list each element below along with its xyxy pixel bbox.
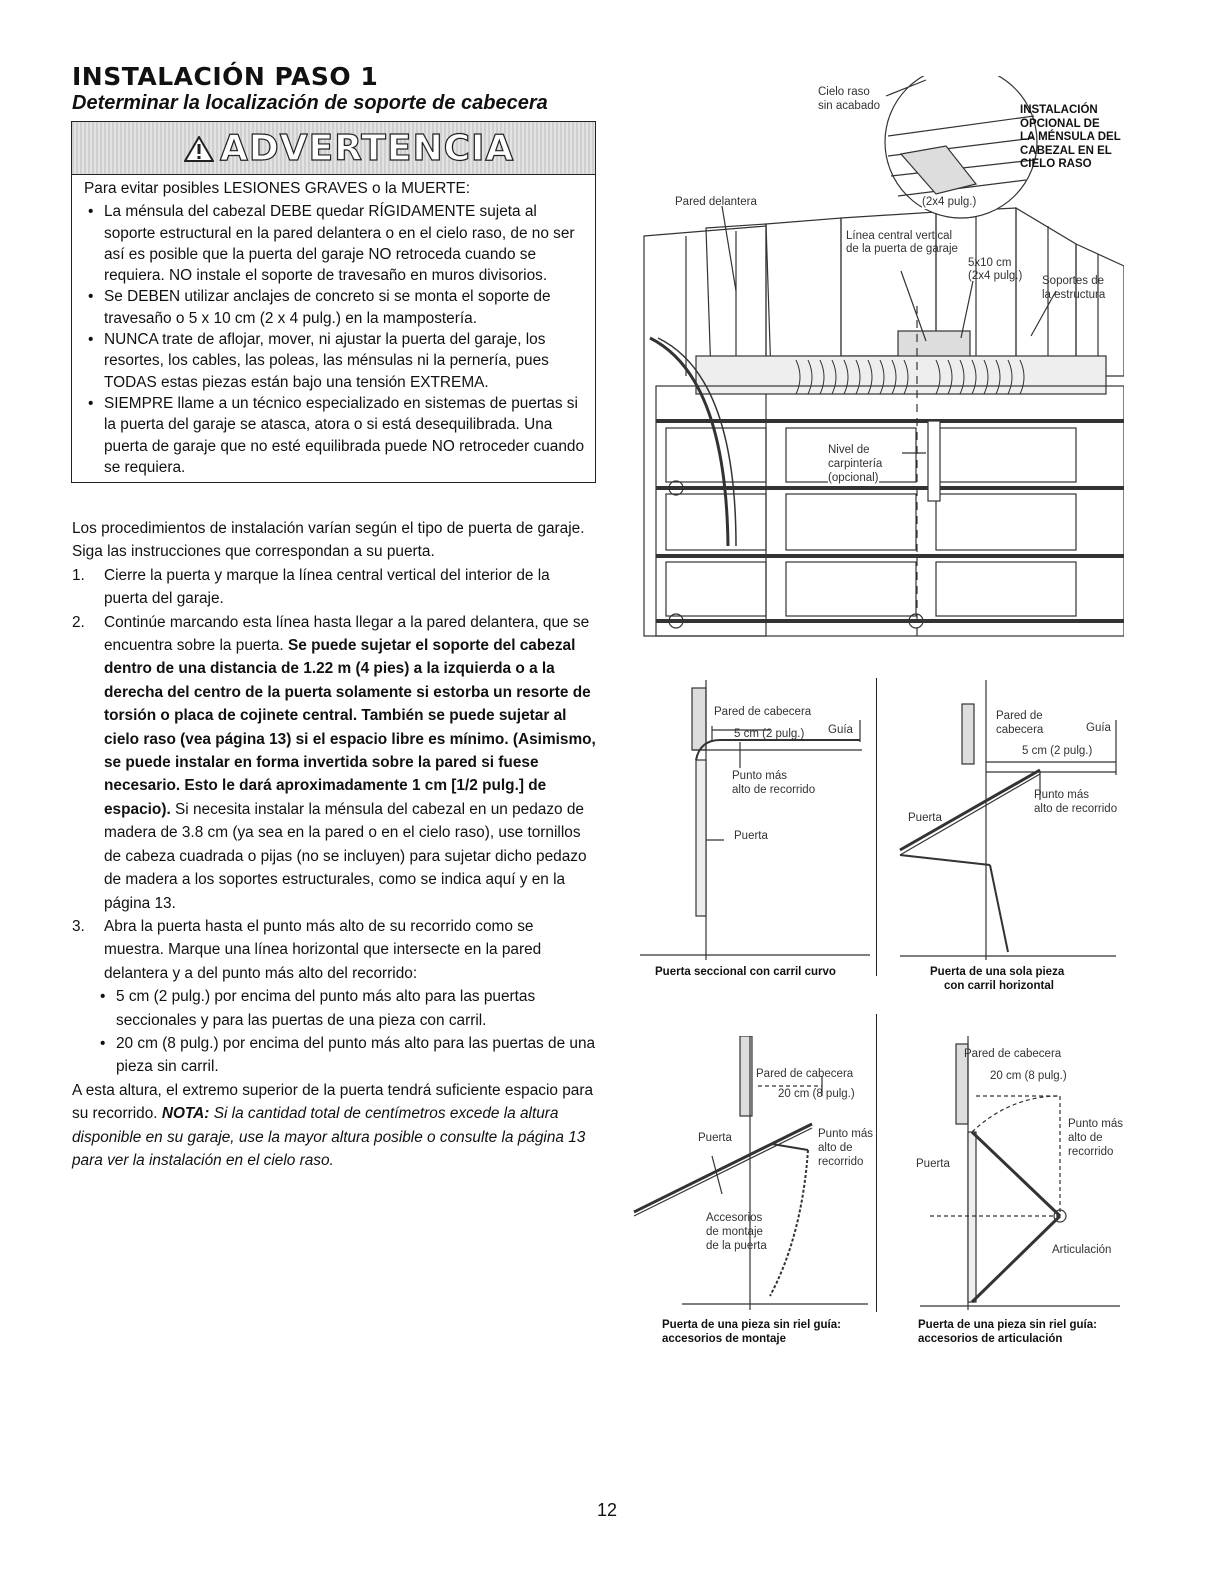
fig-c-caption-2: accesorios de montaje	[662, 1333, 786, 1345]
callout-line: INSTALACIÓN	[1020, 104, 1098, 116]
fig-b-guia: Guía	[1086, 722, 1111, 734]
warning-title	[184, 128, 514, 169]
clearance-list	[72, 985, 597, 1079]
fig-c-puerta: Puerta	[698, 1132, 732, 1144]
warning-triangle-icon	[184, 136, 214, 162]
fig-c-pared: Pared de cabecera	[756, 1068, 854, 1080]
warning-item: • Se DEBEN utilizar anclajes de concreto si se monta el soporte de travesaño o 5 x 10 cm (2 x 4 pulg.) en la mampostería.	[104, 286, 587, 329]
fig-c-acc-1: Accesorios	[706, 1212, 763, 1224]
fig-a-pared-label: Pared de cabecera	[714, 706, 812, 718]
warning-box	[71, 121, 596, 483]
fig-b-caption-1: Puerta de una sola pieza	[930, 966, 1065, 978]
label-pared-delantera: Pared delantera	[675, 196, 757, 208]
clearance-item: • 5 cm (2 pulg.) por encima del punto más alto para las puertas seccionales y para las puertas de una pieza con carril.	[116, 985, 597, 1032]
fig-b-dim: 5 cm (2 pulg.)	[1022, 745, 1093, 757]
label-size-1: 5x10 cm	[968, 257, 1012, 269]
ceiling-install-callout	[1020, 104, 1121, 172]
fig-c-punto-2: alto de	[818, 1142, 853, 1154]
step-3-text: Abra la puerta hasta el punto más alto de su recorrido como se muestra. Marque una línea horizontal que intersecte en la pared delantera y a del punto más alto del recorrido:	[104, 917, 542, 982]
nota-text: Si la cantidad total de centímetros excede la altura disponible en su garaje, use la mayor altura posible o consulte la página 13 para ver la instalación en el cielo raso.	[72, 1105, 586, 1169]
warning-item: • SIEMPRE llame a un técnico especializado en sistemas de puertas si la puerta del garaje se atasca, atora o si está desequilibrada. Una puerta de garaje que no esté equilibrada puede NO retroceder cuando se requiera.	[104, 393, 587, 478]
closing-paragraph	[72, 1079, 597, 1173]
callout-line: LA MÉNSULA DEL	[1020, 131, 1121, 144]
callout-line: OPCIONAL DE	[1020, 117, 1100, 130]
label-cielo-raso: Cielo raso	[818, 86, 870, 98]
label-nivel-3: (opcional)	[828, 472, 879, 484]
fig-b-pared-1: Pared de	[996, 710, 1043, 722]
sectional-door-diagram	[640, 680, 870, 960]
fig-b-pared-2: cabecera	[996, 724, 1044, 736]
step-1	[72, 564, 597, 611]
step-number: 2.	[72, 613, 85, 631]
warning-intro: Para evitar posibles LESIONES GRAVES o la MUERTE:	[84, 180, 471, 197]
figure-divider	[876, 678, 877, 976]
step-2-text-b: Si necesita instalar la ménsula del cabezal en un pedazo de madera de 3.8 cm (ya sea en la pared o en el cielo raso), use tornillos de cabeza cuadrada o pijas (no se incluyen) para sujetar dicho pedazo de madera a los soportes estructurales, como se indica aquí y en la página 13.	[104, 800, 587, 912]
fig-a-guia-label: Guía	[828, 724, 853, 736]
intro-paragraph: Los procedimientos de instalación varían según el tipo de puerta de garaje. Siga las instrucciones que correspondan a su puerta.	[72, 520, 585, 561]
nota-label: NOTA:	[161, 1105, 210, 1123]
fig-b-puerta: Puerta	[908, 812, 942, 824]
step-2-text: Continúe marcando esta línea hasta llegar a la pared delantera, que se encuentra sobre la puerta.	[104, 613, 590, 655]
callout-line: CABEZAL EN EL	[1020, 144, 1112, 157]
fig-d-caption-2: accesorios de articulación	[918, 1333, 1063, 1345]
fig-a-punto-1: Punto más	[732, 770, 787, 782]
fig-b-caption-2: con carril horizontal	[944, 980, 1054, 992]
figure-divider	[876, 1014, 877, 1312]
step-title: INSTALACIÓN PASO 1	[72, 62, 379, 91]
warning-body	[84, 178, 587, 478]
closing-text: A esta altura, el extremo superior de la puerta tendrá suficiente espacio para su recorrido.	[72, 1081, 594, 1123]
fig-b-punto-1: Punto más	[1034, 789, 1089, 801]
fig-a-caption: Puerta seccional con carril curvo	[655, 966, 836, 978]
fig-a-punto-2: alto de recorrido	[732, 784, 816, 796]
fig-c-acc-3: de la puerta	[706, 1240, 767, 1252]
warning-list	[84, 201, 587, 478]
label-soportes-2: la estructura	[1042, 289, 1106, 301]
fig-b-punto-2: alto de recorrido	[1034, 803, 1118, 815]
fig-c-dim: 20 cm (8 pulg.)	[778, 1088, 855, 1100]
steps-list	[72, 564, 597, 985]
step-2	[72, 611, 597, 915]
warning-banner	[72, 122, 595, 175]
label-soportes-1: Soportes de	[1042, 275, 1105, 287]
fig-c-punto-3: recorrido	[818, 1156, 864, 1168]
step-subtitle: Determinar la localización de soporte de cabecera	[72, 92, 548, 114]
callout-line: CIELO RASO	[1020, 158, 1092, 171]
step-3	[72, 915, 597, 985]
label-size-2: (2x4 pulg.)	[968, 270, 1023, 282]
label-sin-acabado: sin acabado	[818, 100, 881, 112]
label-linea-central-1: Línea central vertical	[846, 230, 953, 242]
fig-d-articulacion: Articulación	[1052, 1244, 1112, 1256]
step-number: 3.	[72, 917, 85, 935]
fig-d-pared: Pared de cabecera	[964, 1048, 1062, 1060]
page-number: 12	[597, 1500, 618, 1520]
step-1-text: Cierre la puerta y marque la línea central vertical del interior de la puerta del garaje.	[104, 566, 550, 608]
fig-d-caption-1: Puerta de una pieza sin riel guía:	[918, 1319, 1097, 1331]
label-nivel-2: carpintería	[828, 458, 883, 470]
step-2-bold: Se puede sujetar el soporte del cabezal dentro de una distancia de 1.22 m (4 pies) a la izquierda o a la derecha del centro de la puerta solamente si estorba un resorte de torsión o placa de cojinete central. También se puede sujetar al cielo raso (vea página 13) si el espacio libre es mínimo. (Asimismo, se puede instalar en forma invertida sobre la pared si fuese necesario. Esto le dará aproximadamente 1 cm [1/2 pulg.] de espacio).	[104, 637, 596, 818]
fig-c-caption-1: Puerta de una pieza sin riel guía:	[662, 1319, 841, 1331]
step-number: 1.	[72, 566, 85, 584]
fig-a-dim-label: 5 cm (2 pulg.)	[734, 728, 805, 740]
fig-a-puerta-label: Puerta	[734, 830, 768, 842]
instructions-body	[72, 517, 597, 1172]
label-lumber-circle: (2x4 pulg.)	[922, 196, 977, 208]
fig-d-punto-2: alto de	[1068, 1132, 1103, 1144]
fig-d-puerta: Puerta	[916, 1158, 950, 1170]
fig-c-punto-1: Punto más	[818, 1128, 873, 1140]
warning-item: • NUNCA trate de aflojar, mover, ni ajustar la puerta del garaje, los resortes, los cables, las poleas, las ménsulas ni la pernería, pues TODAS estas piezas están bajo una tensión EXTREMA.	[104, 329, 587, 393]
warning-title-text: ADVERTENCIA	[220, 127, 515, 169]
fig-d-dim: 20 cm (8 pulg.)	[990, 1070, 1067, 1082]
label-nivel-1: Nivel de	[828, 444, 870, 456]
fig-d-punto-1: Punto más	[1068, 1118, 1123, 1130]
label-linea-central-2: de la puerta de garaje	[846, 243, 958, 255]
warning-item: • La ménsula del cabezal DEBE quedar RÍGIDAMENTE sujeta al soporte estructural en la pared delantera o en el cielo raso, de no ser así es posible que la puerta del garaje NO retroceda cuando se requiera. NO instale el soporte de travesaño en muros divisorios.	[104, 201, 587, 286]
fig-d-punto-3: recorrido	[1068, 1146, 1114, 1158]
clearance-item: • 20 cm (8 pulg.) por encima del punto más alto para las puertas de una pieza sin carril.	[116, 1032, 597, 1079]
fig-c-acc-2: de montaje	[706, 1226, 763, 1238]
